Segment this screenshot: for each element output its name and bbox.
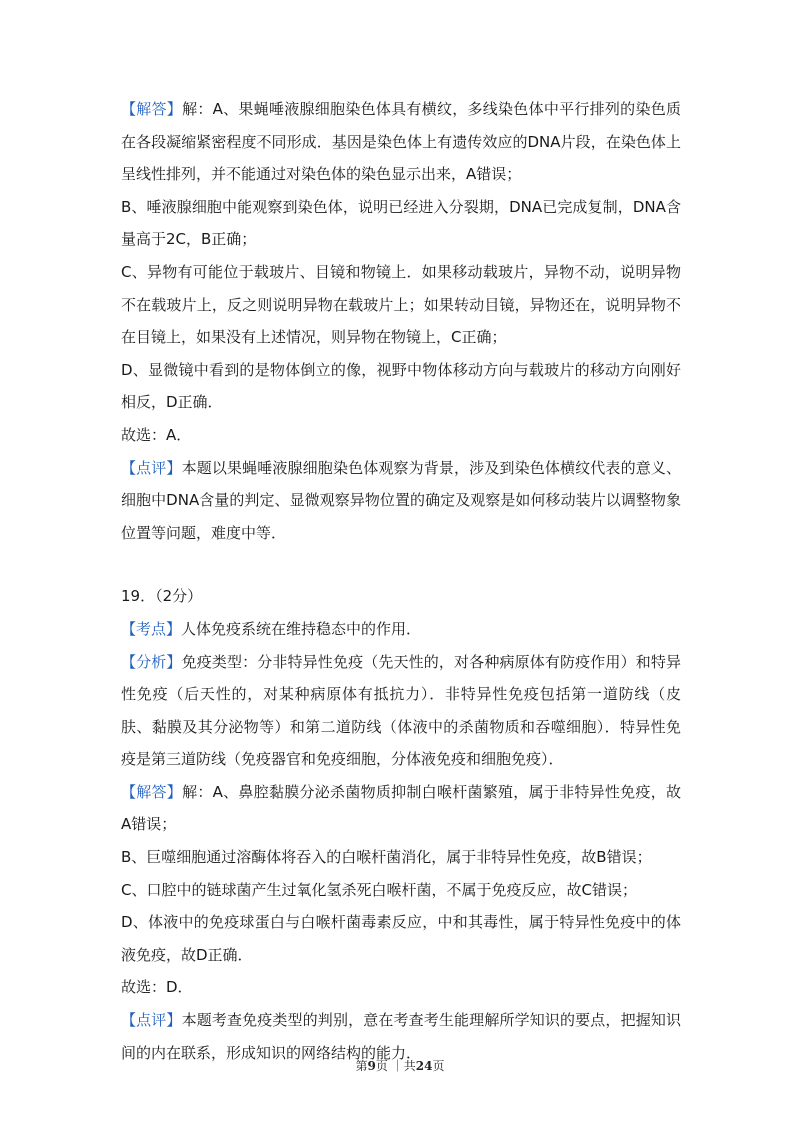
q19-answer-d: D、体液中的免疫球蛋白与白喉杆菌毒素反应，中和其毒性，属于特异性免疫中的体液免疫，故D正确． (121, 913, 681, 964)
page-footer: 第9页 ｜共24页 (355, 1059, 445, 1073)
comment-tag: 【点评】 (121, 458, 182, 477)
q19-answer-b: B、巨噬细胞通过溶酶体将吞入的白喉杆菌消化，属于非特异性免疫，故B错误； (121, 848, 652, 867)
q18-comment: 【点评】本题以果蝇唾液腺细胞染色体观察为背景，涉及到染色体横纹代表的意义、细胞中DNA含量的判定、显微观察异物位置的确定及观察是如何移动装片以调整物象位置等问题，难度中等． (121, 458, 681, 542)
answer-tag: 【解答】 (121, 782, 183, 801)
page-number: 9 (367, 1059, 376, 1073)
q19-point: 【考点】人体免疫系统在维持稳态中的作用． (121, 619, 422, 638)
analysis-tag: 【分析】 (121, 652, 182, 671)
section-gap (121, 549, 681, 580)
q18-answer-b: B、唾液腺细胞中能观察到染色体，说明已经进入分裂期，DNA已完成复制，DNA含量高于2C，B正确； (121, 197, 681, 249)
page-content (121, 93, 681, 1069)
q19-answer-a: 【解答】解：A、鼻腔黏膜分泌杀菌物质抑制白喉杆菌繁殖，属于非特异性免疫，故A错误； (121, 782, 681, 834)
q19-analysis: 【分析】免疫类型：分非特异性免疫（先天性的，对各种病原体有防疫作用）和特异性免疫（后天性的，对某种病原体有抵抗力）．非特异性免疫包括第一道防线（皮肤、黏膜及其分泌物等）和第二道防线（体液中的杀菌物质和吞噬细胞）．特异性免疫是第三道防线（免疫器官和免疫细胞，分体液免疫和细胞免疫）． (121, 652, 681, 769)
q18-answer-c: C、异物有可能位于载玻片、目镜和物镜上．如果移动载玻片，异物不动，说明异物不在载玻片上，反之则说明异物在载玻片上；如果转动目镜，异物还在，说明异物不在目镜上，如果没有上述情况，则异物在物镜上，C正确； (121, 262, 681, 347)
q19-choice: 故选：D． (121, 978, 193, 997)
comment-tag: 【点评】 (121, 1011, 182, 1030)
q19-comment: 【点评】本题考查免疫类型的判别，意在考查考生能理解所学知识的要点，把握知识间的内在联系，形成知识的网络结构的能力． (121, 1011, 681, 1062)
q19-header: 19．（2分） (121, 587, 203, 606)
q18-choice: 故选：A． (121, 425, 192, 444)
answer-tag: 【解答】 (121, 100, 183, 118)
q18-answer-a: 【解答】解：A、果蝇唾液腺细胞染色体具有横纹，多线染色体中平行排列的染色质在各段凝缩紧密程度不同形成．基因是染色体上有遗传效应的DNA片段，在染色体上呈线性排列，并不能通过对染色体的染色显示出来，A错误； (121, 100, 681, 184)
point-tag: 【考点】 (121, 619, 182, 638)
total-pages: 24 (415, 1059, 433, 1073)
q19-answer-c: C、口腔中的链球菌产生过氧化氢杀死白喉杆菌，不属于免疫反应，故C错误； (121, 880, 637, 899)
q18-answer-d: D、显微镜中看到的是物体倒立的像，视野中物体移动方向与载玻片的移动方向刚好相反，D正确． (121, 360, 681, 412)
